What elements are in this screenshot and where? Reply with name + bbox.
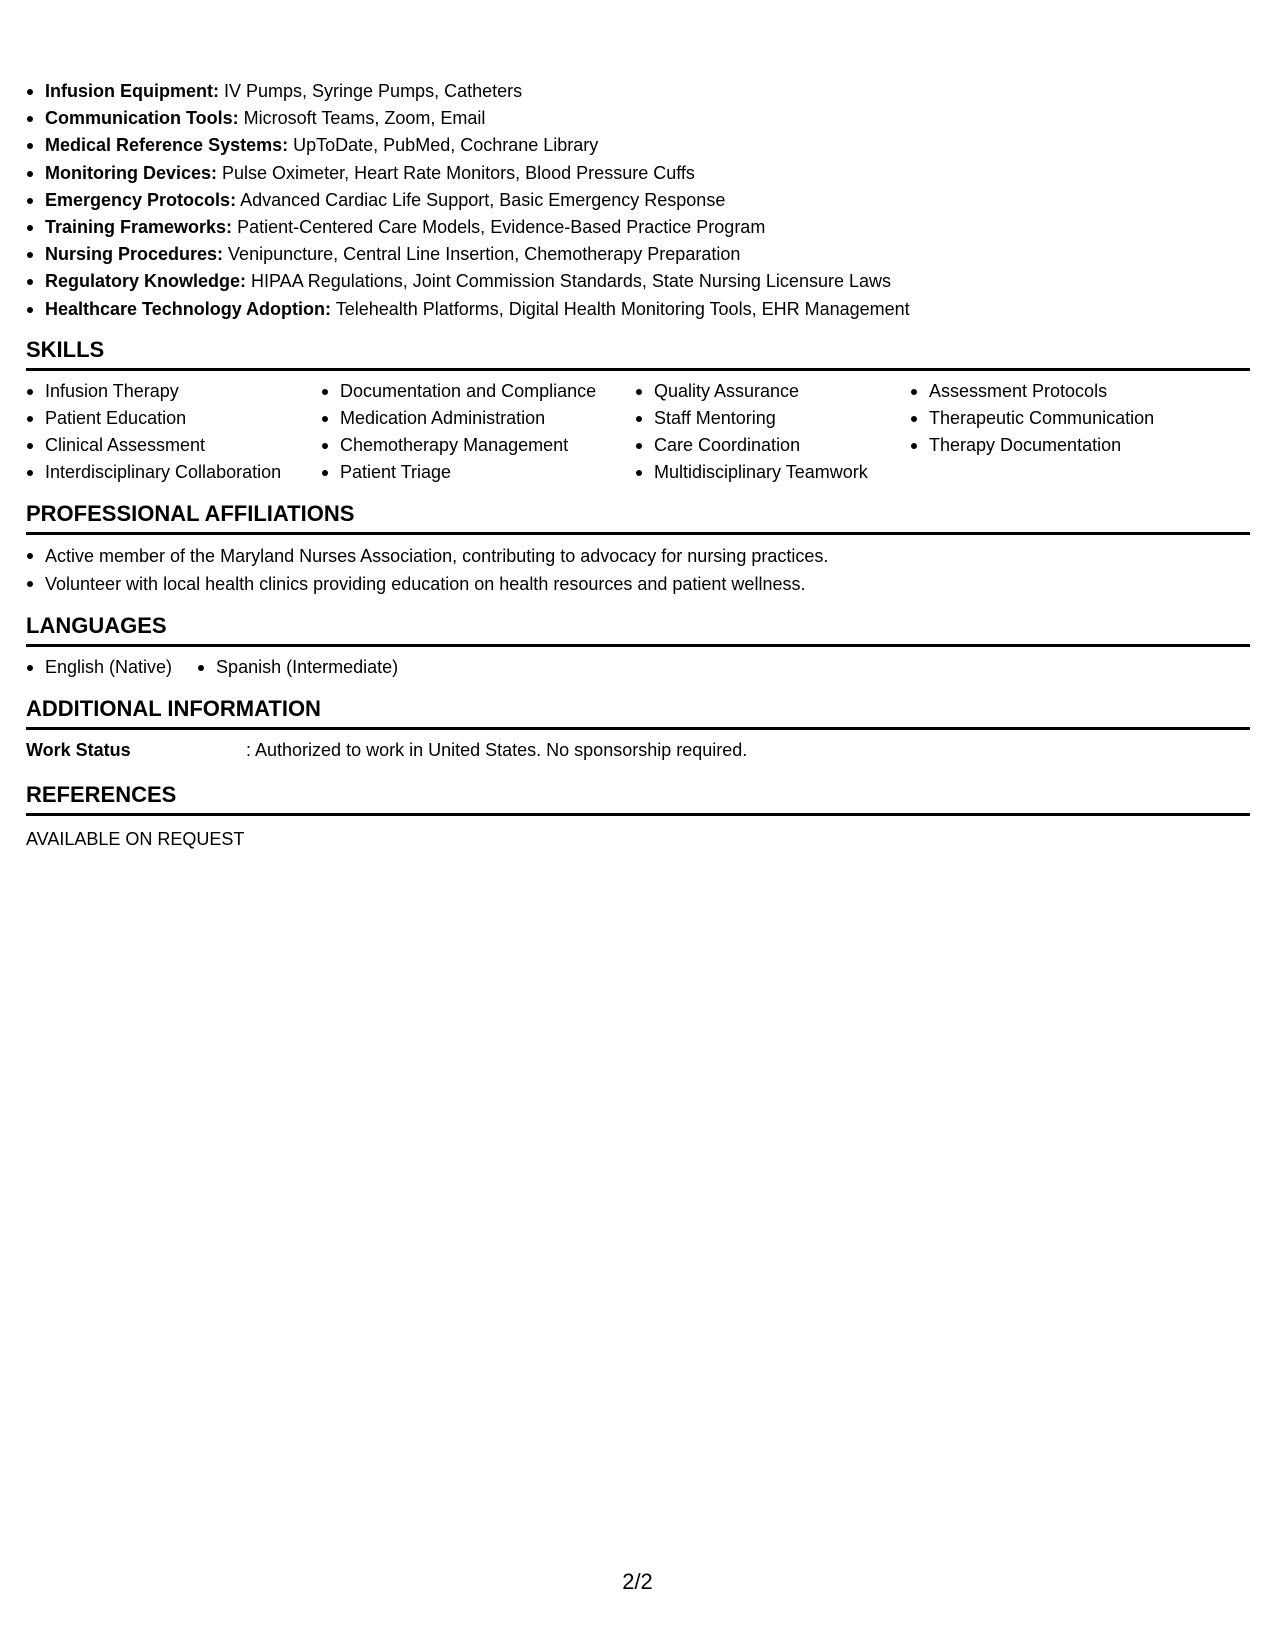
page-number: 2/2 — [622, 1569, 653, 1594]
skill-item: Patient Triage — [321, 459, 635, 486]
skills-grid — [26, 378, 1250, 486]
list-item — [26, 296, 1250, 323]
item-label: Healthcare Technology Adoption: — [45, 298, 332, 319]
section-divider — [26, 727, 1250, 730]
section-title: ADDITIONAL INFORMATION — [26, 695, 321, 721]
section-divider — [26, 813, 1250, 816]
section-title: LANGUAGES — [26, 612, 167, 638]
item-label: Communication Tools: — [45, 108, 239, 129]
skill-item: Infusion Therapy — [26, 378, 321, 405]
skill-item: Documentation and Compliance — [321, 378, 635, 405]
skill-item: Staff Mentoring — [635, 405, 910, 432]
list-item — [26, 78, 1250, 105]
additional-information-section — [26, 695, 1250, 764]
list-item: Active member of the Maryland Nurses Association, contributing to advocacy for nursing practices. — [26, 542, 1250, 570]
item-label: Infusion Equipment: — [45, 81, 219, 101]
item-label: Nursing Procedures: — [45, 244, 224, 265]
skills-column — [910, 378, 1210, 486]
skill-item: Multidisciplinary Teamwork — [635, 459, 910, 486]
list-item — [26, 268, 1250, 295]
skill-item: Clinical Assessment — [26, 432, 321, 459]
resume-content — [26, 78, 1250, 853]
list-item — [26, 132, 1250, 159]
item-value: Patient-Centered Care Models, Evidence-Based Practice Program — [232, 217, 766, 238]
references-text: AVAILABLE ON REQUEST — [26, 828, 245, 849]
item-value: Microsoft Teams, Zoom, Email — [238, 108, 486, 129]
section-title: PROFESSIONAL AFFILIATIONS — [26, 500, 355, 526]
skill-item: Quality Assurance — [635, 378, 910, 405]
languages-list — [26, 654, 1250, 681]
list-item — [26, 160, 1250, 187]
skill-item: Therapeutic Communication — [910, 405, 1210, 432]
skills-column — [26, 378, 321, 486]
skills-column — [635, 378, 910, 486]
work-status-value: : Authorized to work in United States. No sponsorship required. — [246, 739, 748, 760]
list-item: Volunteer with local health clinics providing education on health resources and patient wellness. — [26, 570, 1250, 598]
item-label: Training Frameworks: — [45, 217, 233, 238]
skill-item: Chemotherapy Management — [321, 432, 635, 459]
item-value: Telehealth Platforms, Digital Health Monitoring Tools, EHR Management — [331, 298, 910, 319]
section-divider — [26, 644, 1250, 647]
section-divider — [26, 532, 1250, 535]
skill-item: Interdisciplinary Collaboration — [26, 459, 321, 486]
item-label: Medical Reference Systems: — [45, 135, 289, 156]
affiliations-section — [26, 500, 1250, 598]
list-item — [26, 214, 1250, 241]
item-value: Venipuncture, Central Line Insertion, Chemotherapy Preparation — [223, 244, 741, 265]
skills-column — [321, 378, 635, 486]
section-title: REFERENCES — [26, 781, 177, 807]
item-value: IV Pumps, Syringe Pumps, Catheters — [218, 81, 523, 101]
item-value: UpToDate, PubMed, Cochrane Library — [288, 135, 599, 156]
skill-item: Medication Administration — [321, 405, 635, 432]
item-value: Advanced Cardiac Life Support, Basic Emergency Response — [236, 189, 726, 210]
item-value: Pulse Oximeter, Heart Rate Monitors, Blood Pressure Cuffs — [217, 162, 695, 183]
section-title: SKILLS — [26, 336, 105, 362]
language-item: Spanish (Intermediate) — [197, 654, 398, 681]
affiliations-list — [26, 542, 1250, 598]
item-label: Regulatory Knowledge: — [45, 271, 247, 292]
work-status-row — [26, 737, 1250, 764]
skill-item: Care Coordination — [635, 432, 910, 459]
list-item — [26, 105, 1250, 132]
languages-section — [26, 612, 1250, 681]
item-label: Monitoring Devices: — [45, 162, 218, 183]
references-section — [26, 781, 1250, 853]
skill-item: Patient Education — [26, 405, 321, 432]
item-value: HIPAA Regulations, Joint Commission Standards, State Nursing Licensure Laws — [246, 271, 891, 292]
skill-item: Therapy Documentation — [910, 432, 1210, 459]
language-item: English (Native) — [26, 654, 172, 681]
item-label: Emergency Protocols: — [45, 189, 237, 210]
list-item — [26, 187, 1250, 214]
work-status-label: Work Status — [26, 739, 131, 760]
technical-skills-list — [26, 78, 1250, 323]
skill-item: Assessment Protocols — [910, 378, 1210, 405]
section-divider — [26, 368, 1250, 371]
skills-section — [26, 336, 1250, 486]
list-item — [26, 241, 1250, 268]
